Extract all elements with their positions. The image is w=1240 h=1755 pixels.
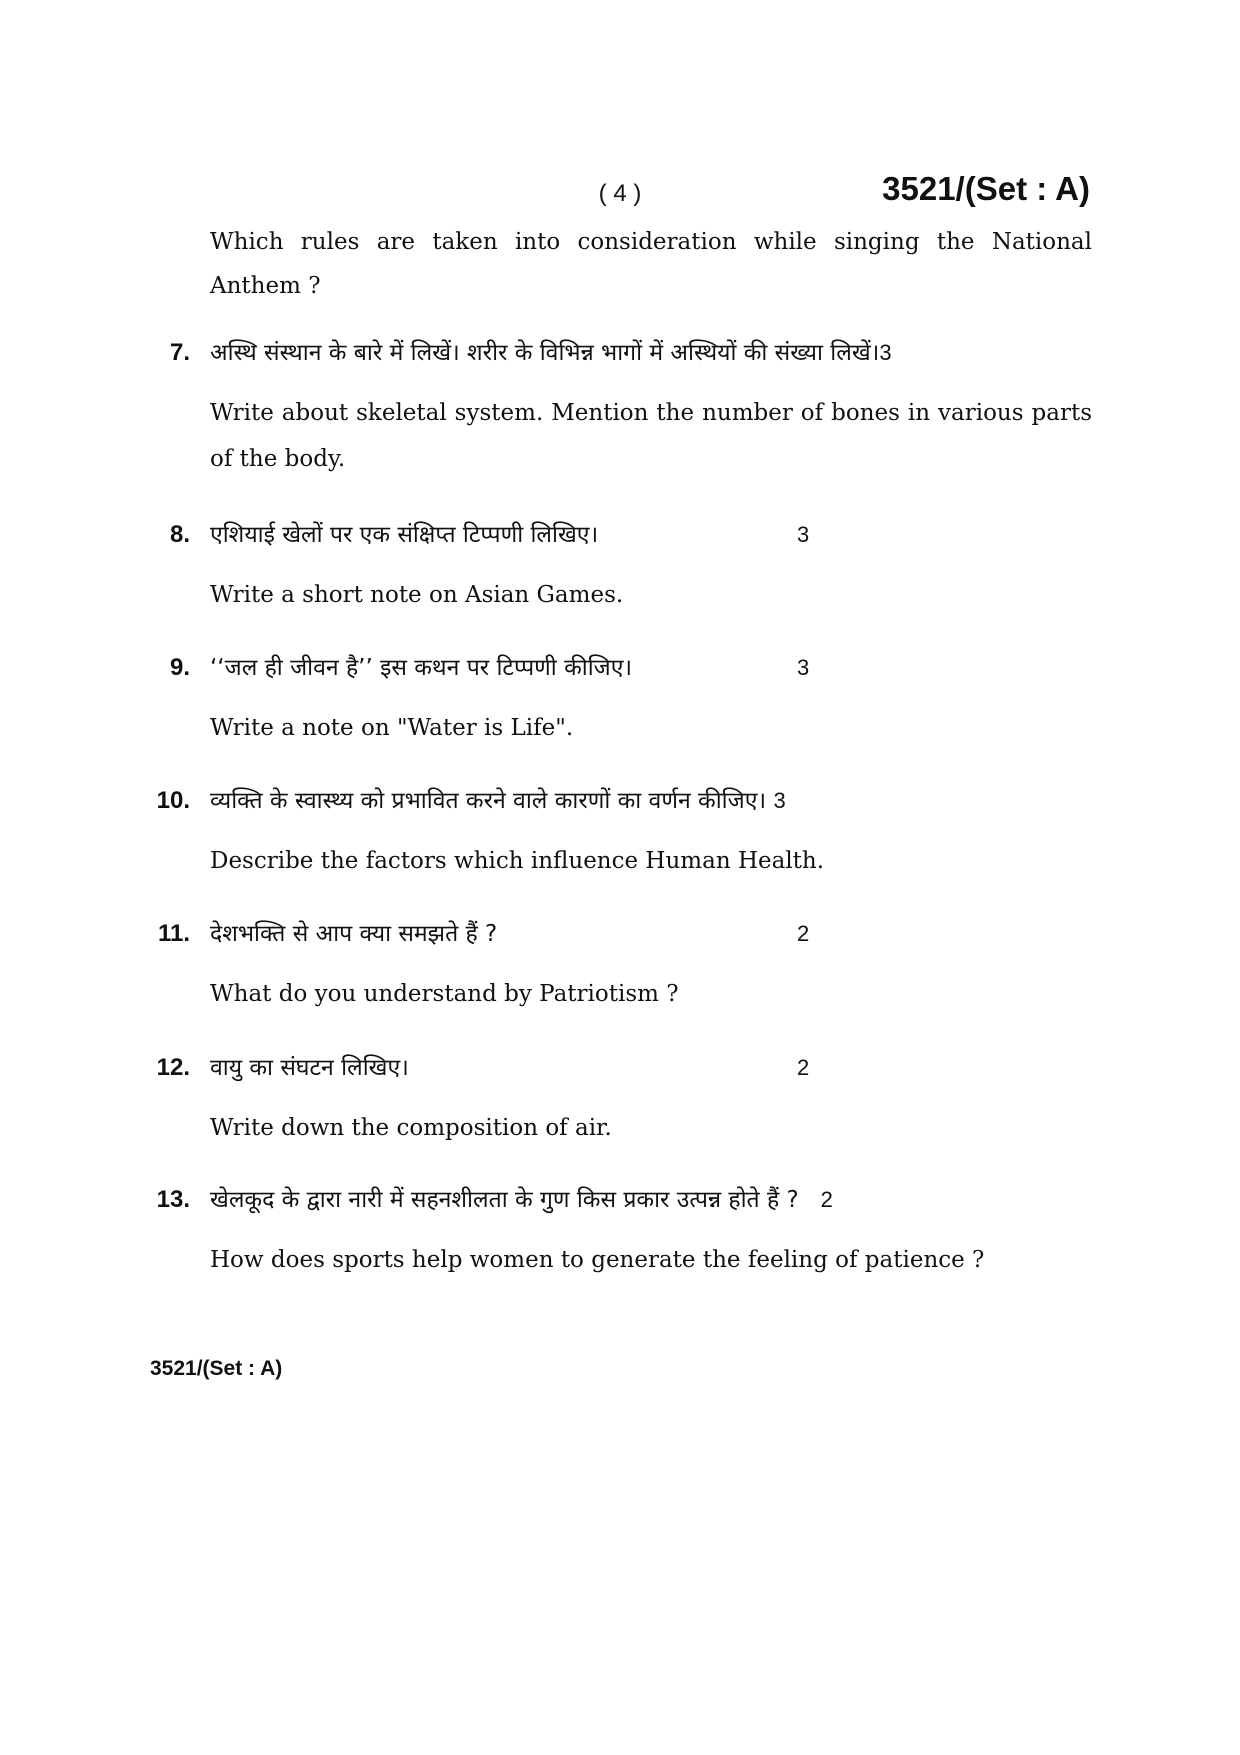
question-marks: 3	[773, 788, 786, 813]
question-number: 9.	[169, 654, 190, 681]
question-number: 7.	[169, 339, 190, 366]
question-marks: 2	[797, 1055, 810, 1080]
question-number: 12.	[156, 1054, 190, 1081]
question-english: Describe the factors which influence Human Health.	[210, 848, 825, 874]
question-english: Write a note on "Water is Life".	[210, 715, 574, 741]
question-hindi: एशियाई खेलों पर एक संक्षिप्त टिप्पणी लिखिए।	[210, 522, 599, 548]
question-number: 13.	[156, 1186, 190, 1213]
question-hindi: देशभक्ति से आप क्या समझते हैं ?	[210, 921, 498, 947]
page-number: ( 4 )	[598, 180, 642, 207]
question-hindi: वायु का संघटन लिखिए।	[210, 1055, 409, 1081]
question-marks: 3	[797, 522, 810, 547]
question-6-english-continuation: Which rules are taken into consideration while singing the National Anthem ?	[210, 229, 1092, 299]
question-english: What do you understand by Patriotism ?	[210, 981, 679, 1007]
question-hindi: व्यक्ति के स्वास्थ्य को प्रभावित करने वाले कारणों का वर्णन कीजिए। 3	[210, 788, 786, 814]
question-hindi: अस्थि संस्थान के बारे में लिखें। शरीर के विभिन्न भागों में अस्थियों की संख्या लिखें।3	[210, 340, 892, 366]
question-number: 11.	[157, 920, 190, 947]
question-number: 10.	[156, 787, 190, 814]
question-marks: 3	[797, 655, 810, 680]
set-code-header: 3521/(Set : A)	[882, 170, 1090, 207]
question-english: Write about skeletal system. Mention the number of bones in various parts of the body.	[210, 400, 1092, 472]
question-marks: 3	[879, 340, 892, 365]
question-hindi: ‘‘जल ही जीवन है’’ इस कथन पर टिप्पणी कीजिए।	[210, 655, 633, 681]
question-marks: 2	[820, 1187, 833, 1212]
question-marks: 2	[797, 921, 810, 946]
question-english: How does sports help women to generate the feeling of patience ?	[210, 1247, 985, 1273]
question-hindi: खेलकूद के द्वारा नारी में सहनशीलता के गुण किस प्रकार उत्पन्न होते हैं ? 2	[210, 1187, 833, 1213]
set-code-footer: 3521/(Set : A)	[150, 1357, 283, 1380]
question-number: 8.	[169, 521, 190, 548]
question-english: Write down the composition of air.	[210, 1115, 612, 1141]
question-english: Write a short note on Asian Games.	[210, 582, 624, 608]
